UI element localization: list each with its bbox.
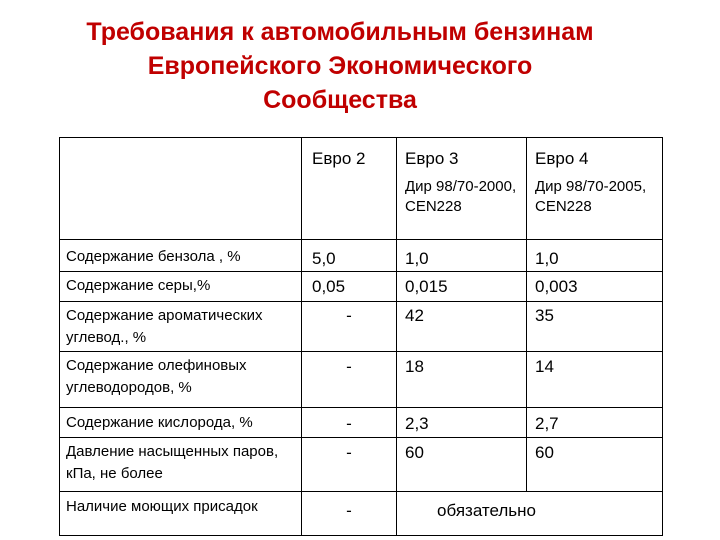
header-euro4-note: Дир 98/70-2005, CEN228 xyxy=(535,178,647,215)
table-header-row xyxy=(60,138,663,240)
value-cell: - xyxy=(302,302,397,352)
value-cell: 5,0 xyxy=(302,240,397,272)
table-row xyxy=(60,240,663,272)
table-row xyxy=(60,438,663,492)
value-cell: 1,0 xyxy=(397,240,527,272)
value-cell: - xyxy=(302,408,397,438)
requirements-table xyxy=(59,137,663,536)
header-euro4-label: Евро 4 xyxy=(535,149,589,168)
value-cell: 14 xyxy=(527,352,663,408)
value-cell: 60 xyxy=(527,438,663,492)
row-label: Давление насыщенных паров, кПа, не более xyxy=(60,438,302,492)
row-label: Содержание бензола , % xyxy=(60,240,302,272)
table-row xyxy=(60,302,663,352)
value-cell: 2,7 xyxy=(527,408,663,438)
page-title-line-1: Требования к автомобильным бензинам xyxy=(86,18,594,46)
table-row xyxy=(60,408,663,438)
value-cell: 42 xyxy=(397,302,527,352)
page-title-line-2: Европейского Экономического xyxy=(147,52,533,80)
value-cell: - xyxy=(302,352,397,408)
table-row xyxy=(60,492,663,536)
value-cell: 18 xyxy=(397,352,527,408)
value-cell: - xyxy=(302,438,397,492)
row-label: Содержание кислорода, % xyxy=(60,408,302,438)
value-cell: 1,0 xyxy=(527,240,663,272)
row-label: Содержание олефиновых углеводородов, % xyxy=(60,352,302,408)
value-cell: 0,015 xyxy=(397,272,527,302)
row-label: Содержание ароматических углевод., % xyxy=(60,302,302,352)
value-cell: - xyxy=(302,492,397,536)
value-cell-merged: обязательно xyxy=(397,492,663,536)
header-euro2 xyxy=(302,138,397,240)
value-cell: 35 xyxy=(527,302,663,352)
header-empty-cell xyxy=(60,138,302,240)
value-cell: 60 xyxy=(397,438,527,492)
header-euro2-label: Евро 2 xyxy=(312,149,366,168)
header-euro4 xyxy=(527,138,663,240)
table-row xyxy=(60,352,663,408)
header-euro3-label: Евро 3 xyxy=(405,149,459,168)
value-cell: 2,3 xyxy=(397,408,527,438)
row-label: Наличие моющих присадок xyxy=(60,492,302,536)
value-cell: 0,003 xyxy=(527,272,663,302)
header-euro3 xyxy=(397,138,527,240)
row-label: Содержание серы,% xyxy=(60,272,302,302)
table-row xyxy=(60,272,663,302)
header-euro3-note: Дир 98/70-2000, CEN228 xyxy=(405,178,517,215)
value-cell: 0,05 xyxy=(302,272,397,302)
page-title-line-3: Сообщества xyxy=(263,86,417,114)
